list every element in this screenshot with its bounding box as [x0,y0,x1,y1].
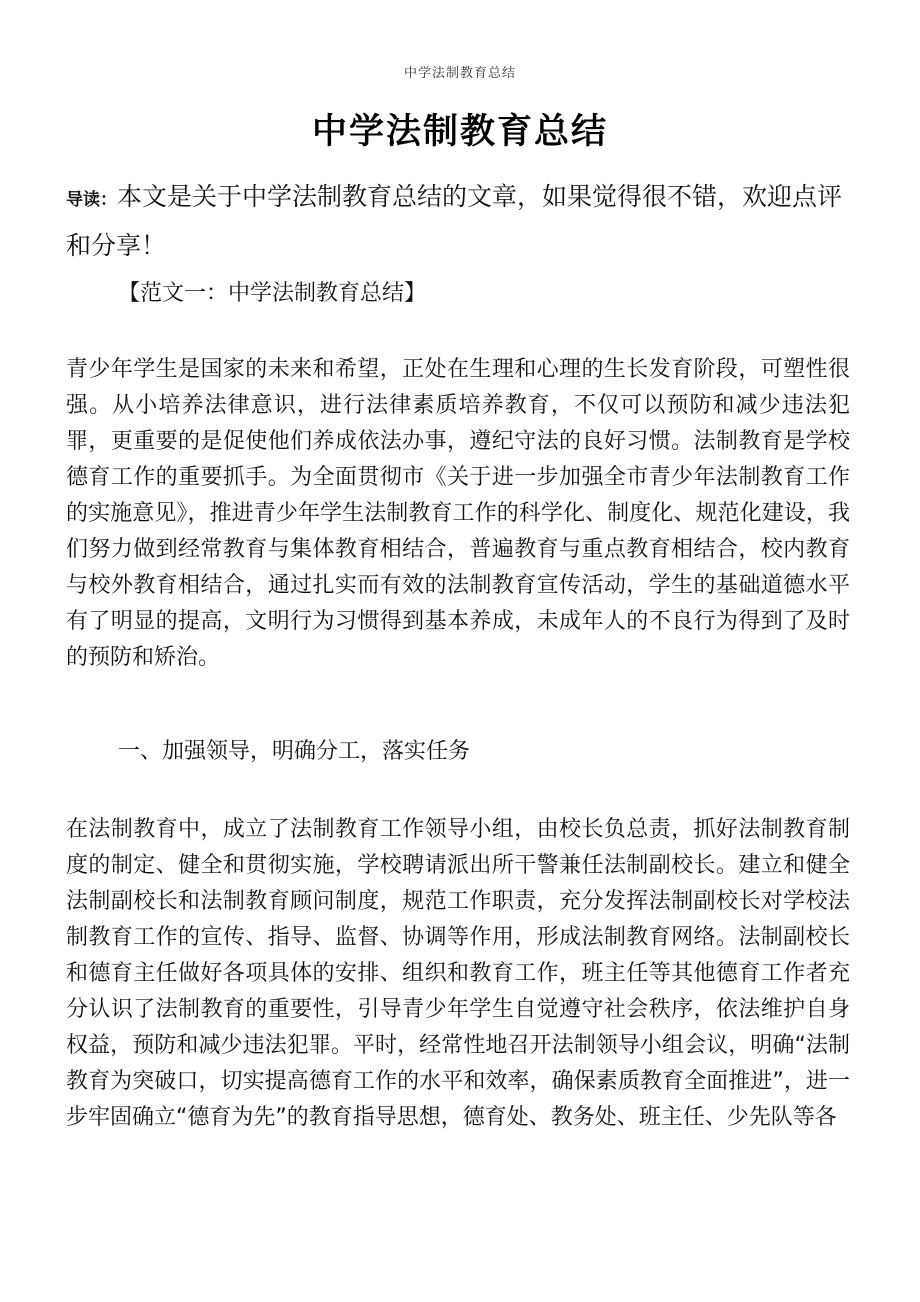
subheading-1: 一、加强领导，明确分工，落实任务 [118,739,471,764]
running-header: 中学法制教育总结 [403,66,516,81]
body-paragraph-1: 青少年学生是国家的未来和希望，正处在生理和心理的生长发育阶段，可塑性很强。从小培养法律意识，进行法律素质培养教育，不仅可以预防和减少违法犯罪，更重要的是促使他们养成依法办事，遵纪守法的良好习惯。法制教育是学校德育工作的重要抓手。为全面贯彻市《关于进一步加强全市青少年法制教育工作的实施意见》，推进青少年学生法制教育工作的科学化、制度化、规范化建设，我们努力做到经常教育与集体教育相结合，普遍教育与重点教育相结合，校内教育与校外教育相结合，通过扎实而有效的法制教育宣传活动，学生的基础道德水平有了明显的提高，文明行为习惯得到基本养成，未成年人的不良行为得到了及时的预防和矫治。 [66,357,850,670]
intro-block [66,174,856,268]
document-title: 中学法制教育总结 [311,112,608,152]
body-paragraph-2: 在法制教育中，成立了法制教育工作领导小组，由校长负总责，抓好法制教育制度的制定、健全和贯彻实施，学校聘请派出所干警兼任法制副校长。建立和健全法制副校长和法制教育顾问制度，规范工作职责，充分发挥法制副校长对学校法制教育工作的宣传、指导、监督、协调等作用，形成法制教育网络。法制副校长和德育主任做好各项具体的安排、组织和教育工作，班主任等其他德育工作者充分认识了法制教育的重要性，引导青少年学生自觉遵守社会秩序，依法维护自身权益，预防和减少违法犯罪。平时，经常性地召开法制领导小组会议，明确“法制教育为突破口，切实提高德育工作的水平和效率，确保素质教育全面推进”，进一步牢固确立“德育为先”的教育指导思想，德育处、教务处、班主任、少先队等各 [66,817,850,1130]
intro-text: 本文是关于中学法制教育总结的文章，如果觉得很不错，欢迎点评和分享！ [66,182,843,260]
intro-label: 导读： [66,190,117,210]
section-heading: 【范文一：中学法制教育总结】 [118,281,427,306]
